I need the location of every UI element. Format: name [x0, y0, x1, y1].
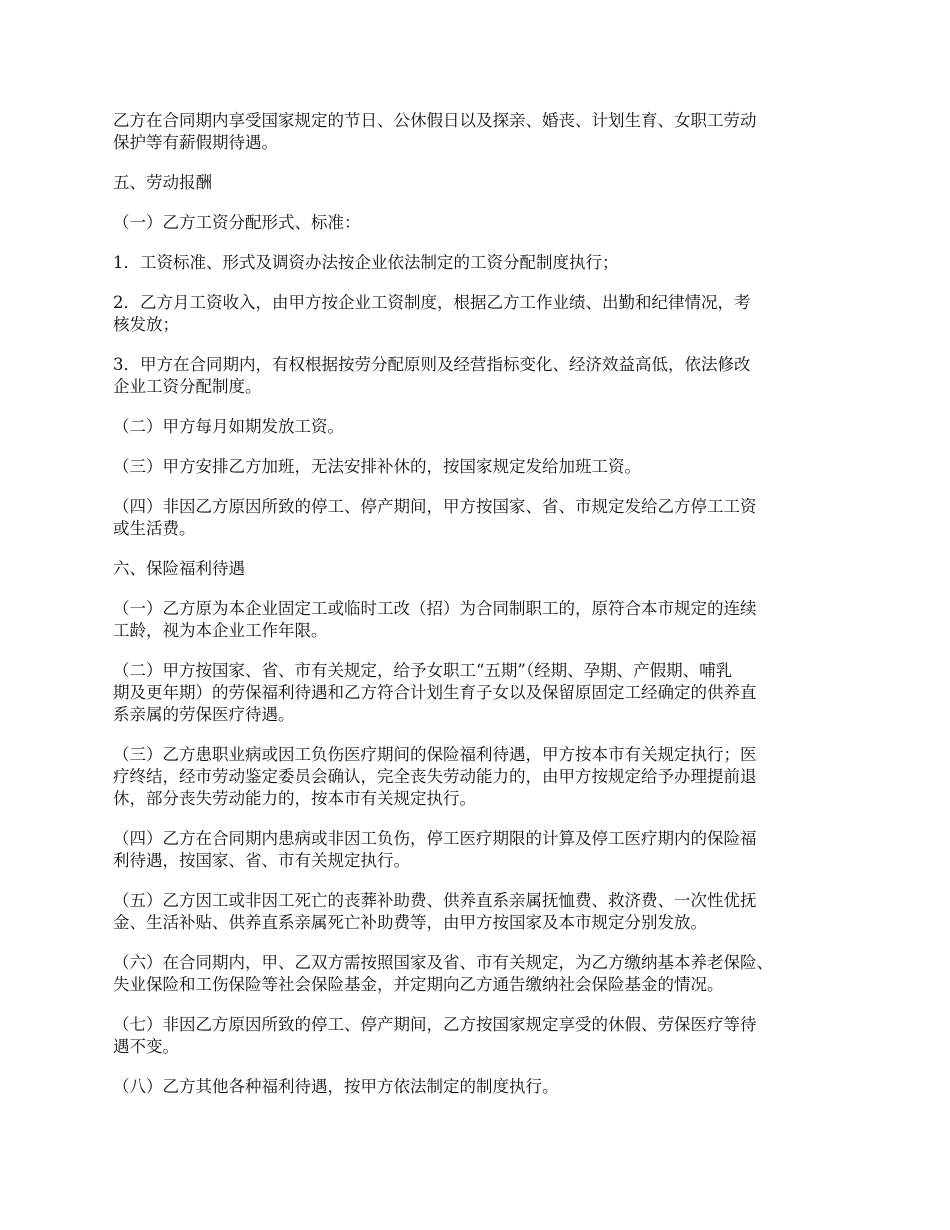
- subsection-other-welfare: （八）乙方其他各种福利待遇，按甲方依法制定的制度执行。: [113, 1077, 559, 1096]
- subsection-overtime-pay: （三）甲方安排乙方加班，无法安排补休的，按国家规定发给加班工资。: [113, 457, 641, 476]
- list-item-monthly-income: 2．乙方月工资收入，由甲方按企业工资制度，根据乙方工作业绩、出勤和纪律情况，考 核发放；: [113, 293, 751, 334]
- subsection-death-benefits: （五）乙方因工或非因工死亡的丧葬补助费、供养直系亲属抚恤费、救济费、一次性优抚 金、生活补贴、供养直系亲属死亡补助费等，由甲方按国家及本市规定分别发放。: [113, 891, 757, 932]
- subsection-monthly-payment: （二）甲方每月如期发放工资。: [113, 417, 344, 436]
- subsection-shutdown-leave: （七）非因乙方原因所致的停工、停产期间，乙方按国家规定享受的休假、劳保医疗等待 遇不变。: [113, 1015, 757, 1056]
- section-heading-labor-pay: 五、劳动报酬: [113, 173, 212, 192]
- subsection-social-insurance: （六）在合同期内，甲、乙双方需按照国家及省、市有关规定，为乙方缴纳基本养老保险、 失业保险和工伤保险等社会保险基金，并定期向乙方通告缴纳社会保险基金的情况。: [113, 953, 773, 994]
- subsection-wage-form: （一）乙方工资分配形式、标准：: [113, 213, 361, 232]
- subsection-illness-benefits: （四）乙方在合同期内患病或非因工负伤，停工医疗期限的计算及停工医疗期内的保险福 利待遇，按国家、省、市有关规定执行。: [113, 829, 757, 870]
- list-item-modify-system: 3．甲方在合同期内，有权根据按劳分配原则及经营指标变化、经济效益高低，依法修改 企业工资分配制度。: [113, 355, 751, 396]
- subsection-shutdown-pay: （四）非因乙方原因所致的停工、停产期间，甲方按国家、省、市规定发给乙方停工工资 或生活费。: [113, 497, 757, 538]
- subsection-seniority: （一）乙方原为本企业固定工或临时工改（招）为合同制职工的，原符合本市规定的连续 工龄，视为本企业工作年限。: [113, 599, 757, 640]
- subsection-occupational-injury: （三）乙方患职业病或因工负伤医疗期间的保险福利待遇，甲方按本市有关规定执行；医 疗终结，经市劳动鉴定委员会确认，完全丧失劳动能力的，由甲方按规定给予办理提前退 休，部分丧失劳动能力的，按本市有关规定执行。: [113, 745, 757, 808]
- subsection-female-worker-benefits: （二）甲方按国家、省、市有关规定，给予女职工“五期”（经期、孕期、产假期、哺乳 期及更年期）的劳保福利待遇和乙方符合计划生育子女以及保留原固定工经确定的供养直 系亲属的劳保医疗待遇。: [113, 661, 757, 724]
- section-heading-insurance-welfare: 六、保险福利待遇: [113, 559, 245, 578]
- paragraph-leave-benefits: 乙方在合同期内享受国家规定的节日、公休假日以及探亲、婚丧、计划生育、女职工劳动 保护等有薪假期待遇。: [113, 111, 757, 152]
- document-body: [113, 110, 843, 1098]
- list-item-wage-standard: 1．工资标准、形式及调资办法按企业依法制定的工资分配制度执行；: [113, 253, 619, 272]
